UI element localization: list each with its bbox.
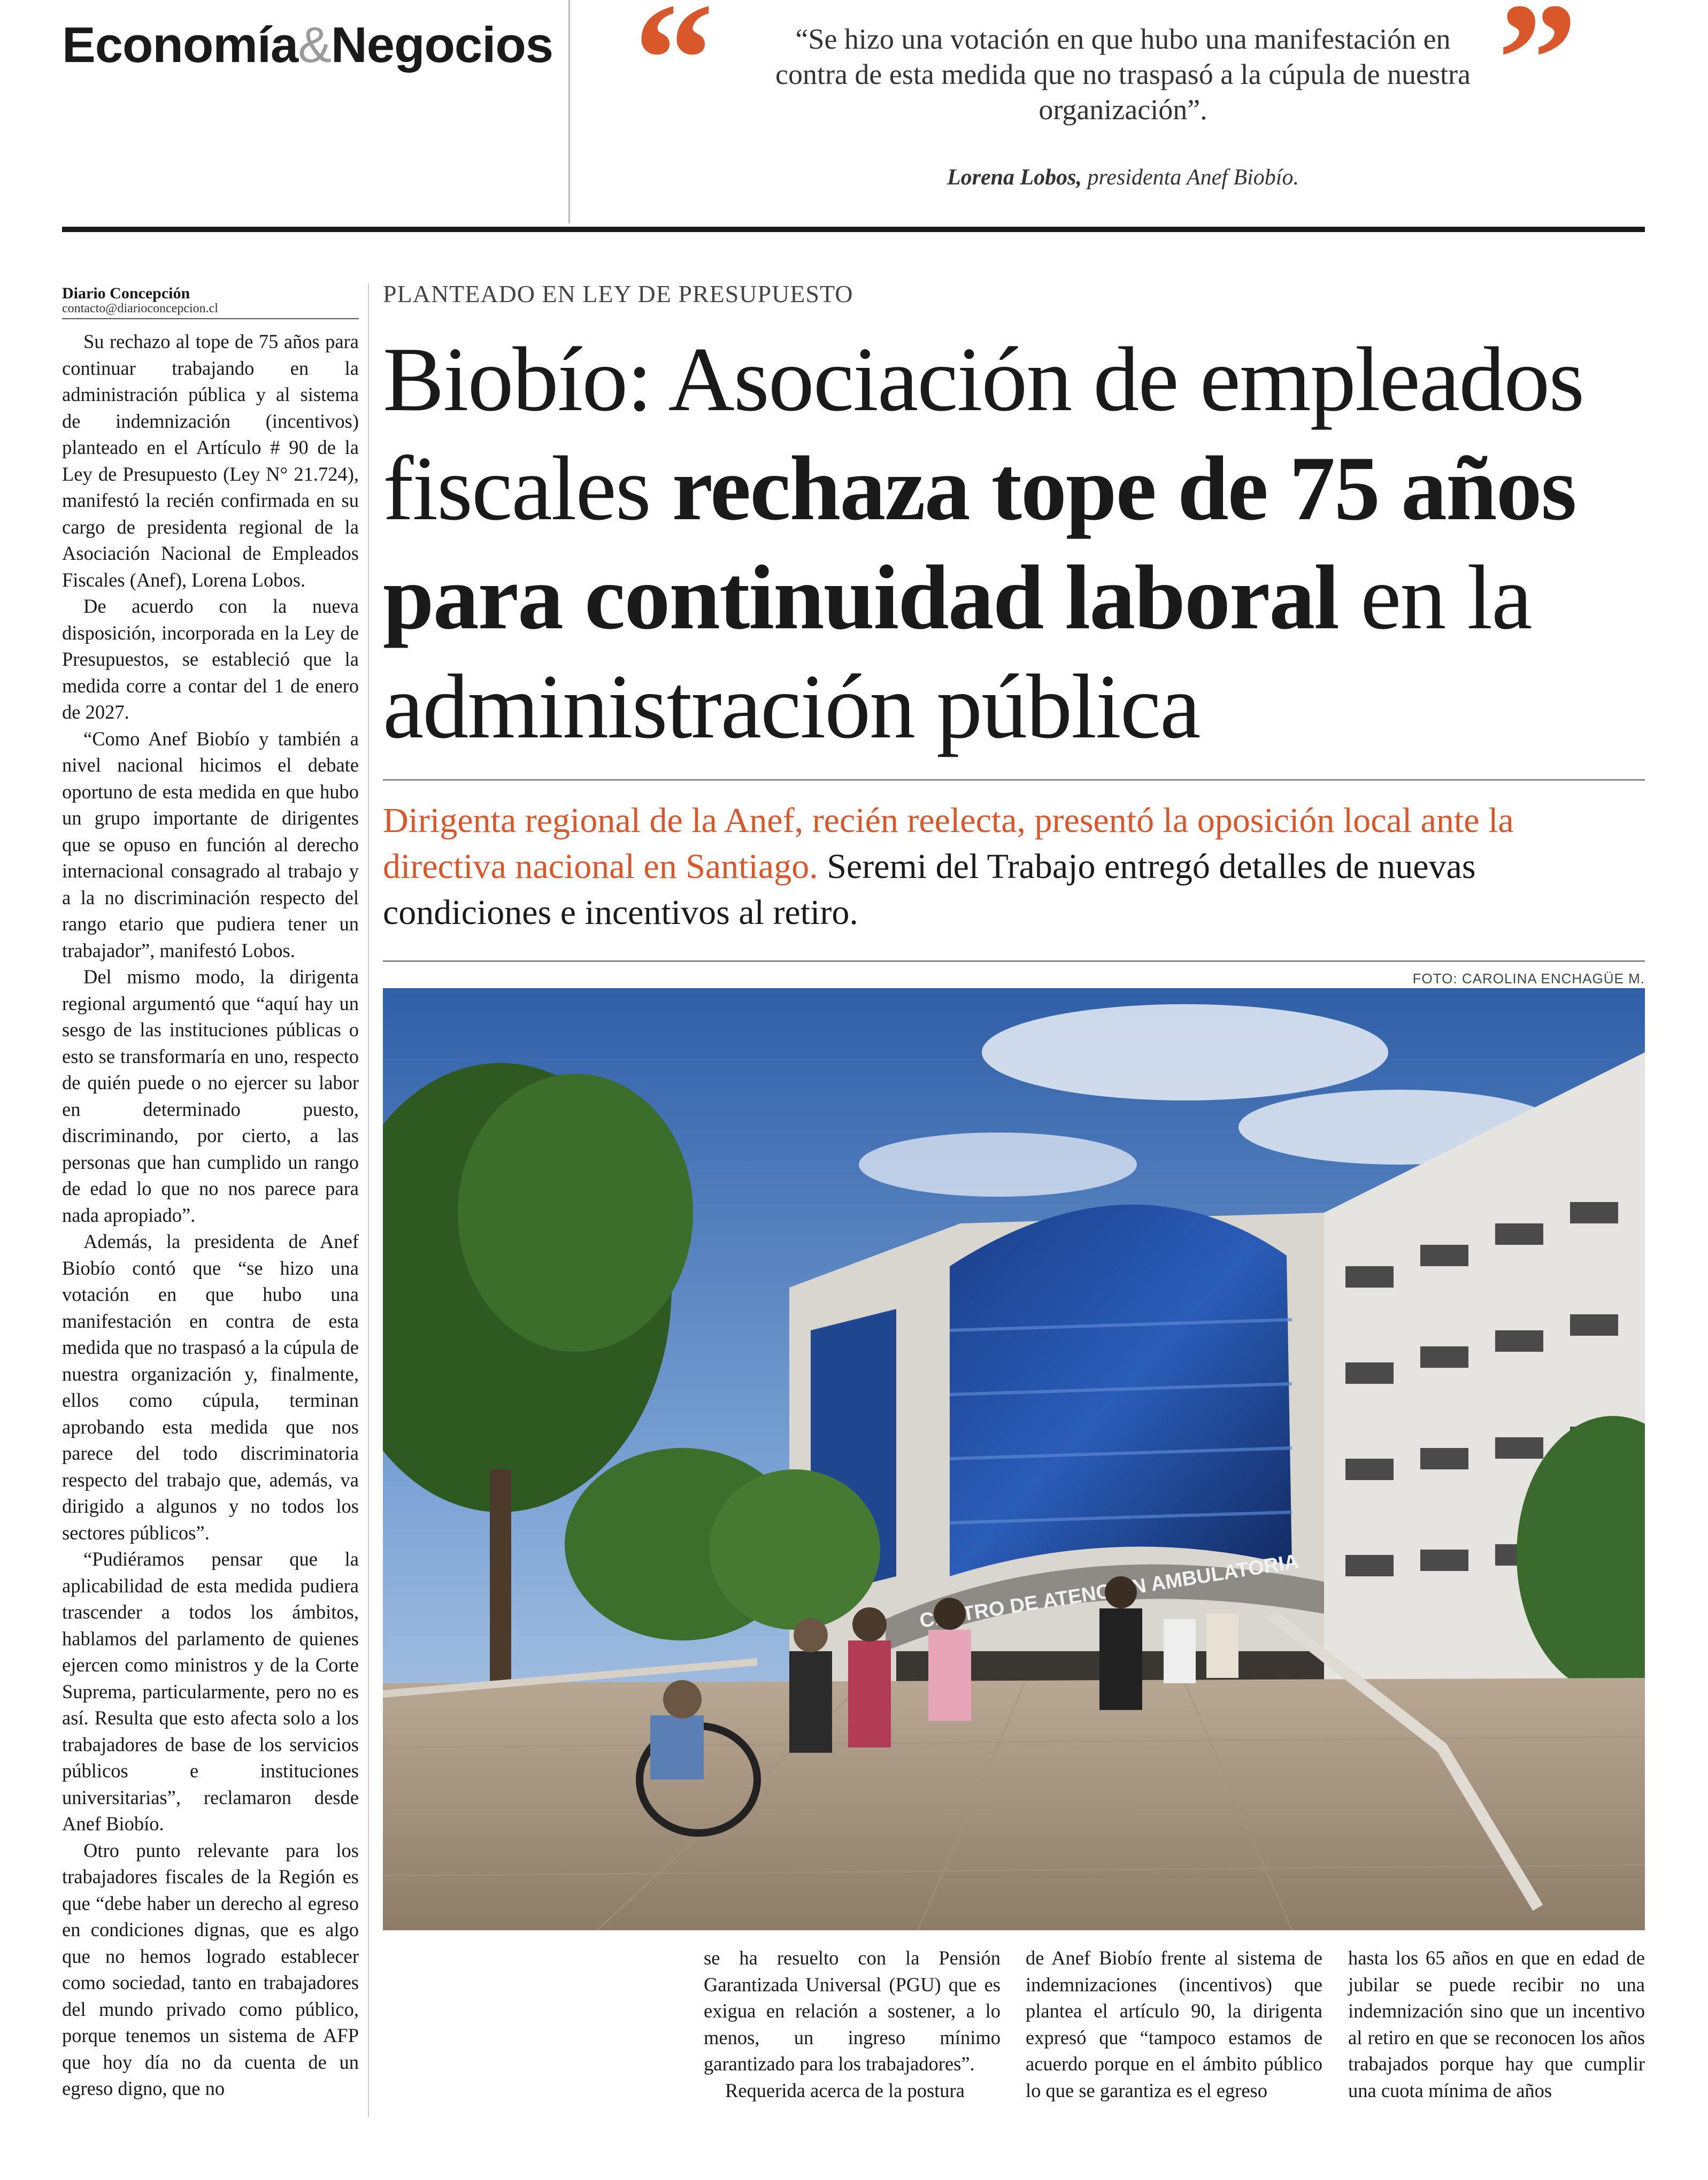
building-sign: DE ATENCIÓN AMBULATORIA [1008,1550,1301,1619]
header-divider [568,0,570,224]
person-seated [650,1715,704,1780]
quote-open-icon: “ [634,0,714,148]
deck-rest: Seremi del Trabajo entregó detalles de nuevas condiciones e incentivos al retiro. [383,847,1476,932]
photo-illustration [383,988,1645,1930]
section-logo [62,16,553,74]
body-column-4 [1348,1945,1645,2104]
article-photo [383,988,1645,1930]
tree [709,1469,880,1630]
paragraph: hasta los 65 años en que en edad de jubilar se puede recibir no una indemnización sino que un incentivo al retiro en que se reconocen los años trabajados porque hay que cumplir una cuota mínima de años [1348,1947,1645,2101]
pull-quote-attribution [775,165,1471,190]
photo-credit: FOTO: CAROLINA ENCHAGÜE M. [1412,970,1645,987]
cloud [859,1133,1137,1197]
person-pushing [789,1651,832,1753]
kicker: PLANTEADO EN LEY DE PRESUPUESTO [383,280,853,307]
deck-highlight: Dirigenta regional de la Anef, recién reelecta, presentó la oposición local ante la directiva nacional en Santiago. [383,801,1514,886]
body-column-2 [704,1945,1001,2104]
cloud [982,1004,1388,1100]
paragraph: “Pudiéramos pensar que la aplicabilidad de esta medida pudiera trascender a todos los ámbitos, hablamos del parlamento de quienes ejercen como ministros y de la Corte Suprema, particularmente, pero no es así. Resulta que esto afecta solo a los trabajadores de base de los servicios públicos e instituciones universitarias”, reclamaron desde Anef Biobío. [62,1548,359,1835]
headline-bold: rechaza tope de 75 años para continuidad laboral [383,438,1576,649]
person-walking [1099,1608,1142,1710]
byline-email[interactable]: contacto@diarioconcepcion.cl [62,302,218,315]
headline-part2: en la administración pública [383,547,1532,758]
headline-part1: Biobío: Asociación de empleados fiscales [383,329,1584,540]
paragraph: De acuerdo con la nueva disposición, incorporada en la Ley de Presupuestos, se estableció que la medida corre a contar del 1 de enero de 2027. [62,595,359,723]
body-column-3 [1026,1945,1322,2104]
pull-quote: “Se hizo una votación en que hubo una manifestación en contra de esta medida que no traspasó a la cúpula de nuestra organización”. [775,23,1471,126]
tree [458,1074,693,1352]
paragraph: Requerida acerca de la postura [725,2079,965,2101]
paragraph: Su rechazo al tope de 75 años para continuar trabajando en la administración pública y al sistema de indemnización (incentivos) planteado en el Artículo # 90 de la Ley de Presupuesto (Ley N° 21.724), manifestó la recién confirmada en su cargo de presidenta regional de la Asociación Nacional de Empleados Fiscales (Anef), Lorena Lobos. [62,330,359,591]
paragraph: de Anef Biobío frente al sistema de indemnizaciones (incentivos) que plantea el artículo 90, la dirigenta expresó que “tampoco estamos de acuerdo porque en el ámbito público lo que se garantiza es el egreso [1026,1947,1322,2101]
paragraph: se ha resuelto con la Pensión Garantizada Universal (PGU) que es exigua en relación a sostener, a lo menos, un ingreso mínimo garantizado para los trabajadores”. [704,1947,1001,2075]
paragraph: Otro punto relevante para los trabajadores fiscales de la Región es que “debe haber un derecho al egreso en condiciones dignas, que es algo que no hemos logrado establecer como sociedad, tanto en trabajadores del mundo privado como público, porque tenemos un sistema de AFP que hoy día no da cuenta de un egreso digno, que no [62,1839,359,2099]
plaza-ground [383,1678,1645,1930]
paragraph: Además, la presidenta de Anef Biobío contó que “se hizo una votación en que hubo una manifestación en contra de esta medida que no traspasó a la cúpula de nuestra organización y, finalmente, ellos como cúpula, terminan aprobando esta medida que nos parece del todo discriminatoria respecto del trabajo que, además, va dirigido a algunos y no todos los sectores públicos”. [62,1230,359,1544]
person-woman [848,1640,891,1747]
byline-rule [62,318,359,319]
body-column-1 [62,328,359,2102]
column-divider [368,283,369,2117]
paragraph: Del mismo modo, la dirigenta regional argumentó que “aquí hay un sesgo de las instituciones públicas o esto se transformaría en uno, respecto de quién puede o no ejercer su labor en determinado puesto, discriminando, por cierto, a las personas que han cumplido un rango de edad lo que no nos parece para nada apropiado”. [62,966,359,1226]
paragraph: “Como Anef Biobío y también a nivel nacional hicimos el debate oportuno de esta medida en que hubo un grupo importante de dirigentes que se opuso en función al derecho internacional consagrado al trabajo y a la no discriminación respecto del rango etario que pudiera tener un trabajador”, manifestó Lobos. [62,727,359,961]
header-rule [62,227,1645,232]
headline-rule [383,779,1645,781]
tree-trunk [490,1469,511,1683]
section-name-part2: Negocios [330,17,553,73]
quote-close-icon: ” [1497,0,1578,148]
person-elderly [1164,1619,1196,1683]
pull-quote-role: presidenta Anef Biobío. [1087,165,1299,190]
section-name-part1: Economía [62,17,298,73]
byline-name: Diario Concepción [62,284,190,302]
headline [383,325,1656,761]
deck [383,798,1645,936]
section-ampersand: & [298,17,331,73]
pull-quote-author: Lorena Lobos, [947,165,1082,190]
deck-rule [383,960,1645,962]
person-elderly [1206,1614,1238,1678]
person-pink [928,1630,971,1721]
